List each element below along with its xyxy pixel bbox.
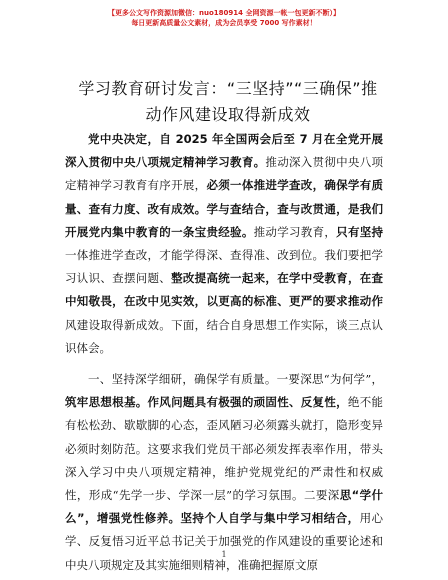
intro-text-5: 推动学习教育， — [253, 224, 337, 239]
intro-text-6: 只有坚持 — [336, 224, 384, 239]
promo-banner-line-1: 【更多公文写作资源加微信：nuo180914 全网资源一帐一包更新不断）】 — [108, 9, 340, 17]
intro-text-1: 党中央决定，自 2025 年全国两会后至 7 月在全党开展深入贯彻中央八项规定精神学习教育。 — [65, 132, 383, 170]
intro-text-9: 在学中受教育， — [277, 271, 360, 286]
intro-text-7: 一体推进学查改，才能学得深、查得准、改到位。我们要把学习认识、查摆问题、 — [65, 248, 383, 286]
section1-text-2: 筑牢思想根基。作风问题具有极强的顽固性、反复性， — [65, 395, 348, 410]
section1-text-1: 一、坚持深学细研，确保学有质量。一要深思“为何学”， — [88, 372, 383, 387]
intro-text-3: 必须一体推进学查改，确保学有质量、查有力度、改有成效。学与查结合，查与改贯通，是我们 — [65, 178, 384, 216]
intro-text-11: 在改中见实效， — [123, 294, 207, 309]
paragraph-intro — [65, 128, 383, 360]
intro-text-4: 开展党内集中教育的一条宝贵经验。 — [65, 224, 254, 239]
promo-banner — [0, 8, 448, 28]
document-body — [65, 128, 383, 577]
page-number: 1 — [221, 550, 227, 559]
title-line-1: 学习教育研讨发言：“三坚持”“三确保”推 — [78, 79, 378, 98]
intro-text-12: 以更高的标准、更严的要求推动作 — [206, 294, 384, 309]
section1-text-6: 用心学、反复悟习近平总书记关于加强党的作风建设的重要论述和中央八项规定及其实施细则精神，准确把握原文原 — [65, 511, 384, 572]
intro-text-8: 整改提高统一起来， — [171, 271, 278, 286]
section1-text-3: 绝不能有松松劲、歇歇脚的心态，歪风陋习必须露头就打，隐形变异必须时刻防范。这要求我们党员干部必须发挥表率作用，带头深入学习中央八项规定精神，维护党规党纪的严肃性和权威性，形成“先学一步、学深一层”的学习氛围。二要深 — [65, 395, 383, 503]
paragraph-section-1 — [65, 368, 383, 577]
intro-text-13: 风建设取得新成效。下面，结合自身思想工作实际，谈三点认识体会。 — [65, 317, 383, 355]
section1-text-5: 增强党性修养。坚持个人自学与集中学习相结合， — [96, 511, 360, 526]
intro-text-10: 在查中知敬畏， — [65, 271, 384, 309]
document-title — [58, 76, 398, 128]
title-line-2: 动作风建设取得新成效 — [145, 105, 311, 124]
section1-text-4: 思“学什么”， — [65, 488, 383, 526]
promo-banner-line-2: 每日更新高质量公文素材，成为会员享受 7000 写作素材！ — [131, 19, 317, 27]
intro-text-2: 推动深入贯彻中央八项定精神学习教育有序开展， — [65, 155, 384, 193]
